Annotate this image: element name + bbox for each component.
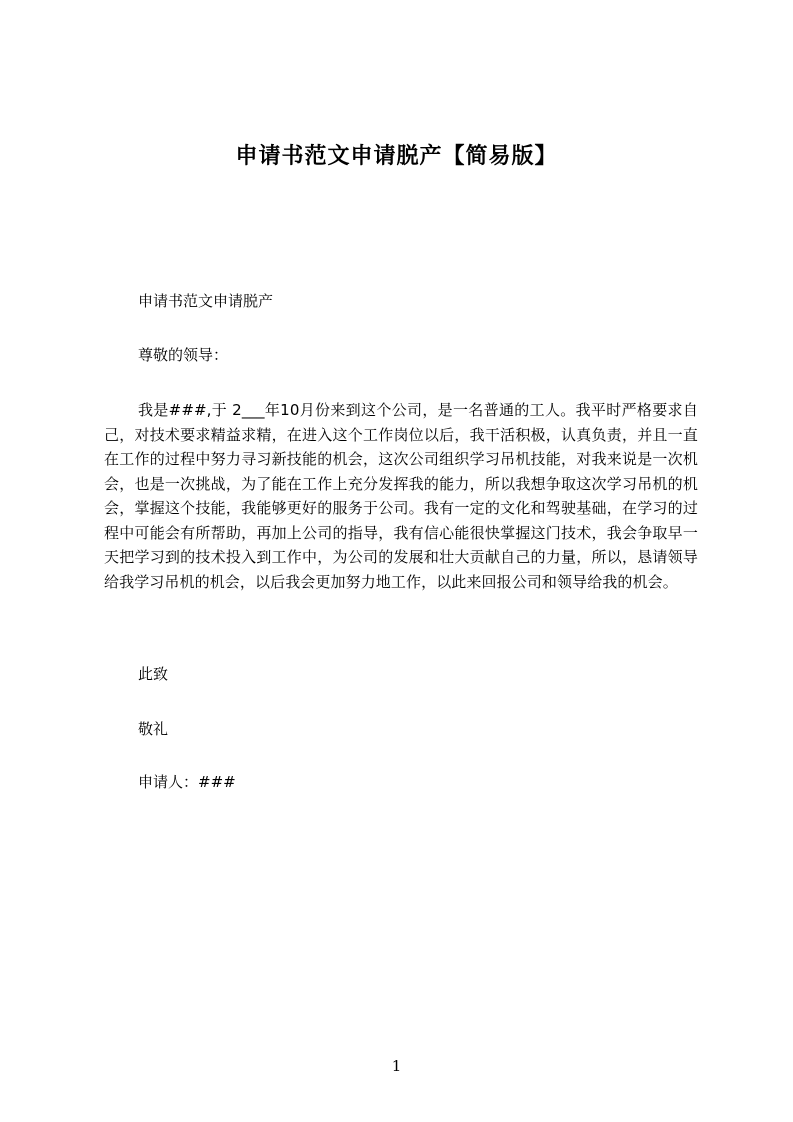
document-subject: 申请书范文申请脱产 [138, 292, 274, 310]
body-paragraph: 我是###,于 2___年10月份来到这个公司，是一名普通的工人。我平时严格要求自己，对技术要求精益求精，在进入这个工作岗位以后，我干活积极，认真负责，并且一直在工作的过程中努力寻习新技能的机会，这次公司组织学习吊机技能，对我来说是一次机会，也是一次挑战，为了能在工作上充分发挥我的能力，所以我想争取这次学习吊机的机会，掌握这个技能，我能够更好的服务于公司。我有一定的文化和驾驶基础，在学习的过程中可能会有所帮助，再加上公司的指导，我有信心能很快掌握这门技术，我会争取早一天把学习到的技术投入到工作中，为公司的发展和壮大贡献自己的力量，所以，恳请领导给我学习吊机的机会，以后我会更加努力地工作，以此来回报公司和领导给我的机会。 [104, 401, 698, 591]
closing-jing-li: 敬礼 [138, 720, 169, 738]
document-title: 申请书范文申请脱产【简易版】 [235, 144, 558, 169]
page-number: 1 [391, 1057, 402, 1075]
salutation: 尊敬的领导： [138, 346, 229, 364]
closing-ci-zhi: 此致 [138, 665, 169, 683]
signature-line: 申请人：### [138, 773, 236, 791]
